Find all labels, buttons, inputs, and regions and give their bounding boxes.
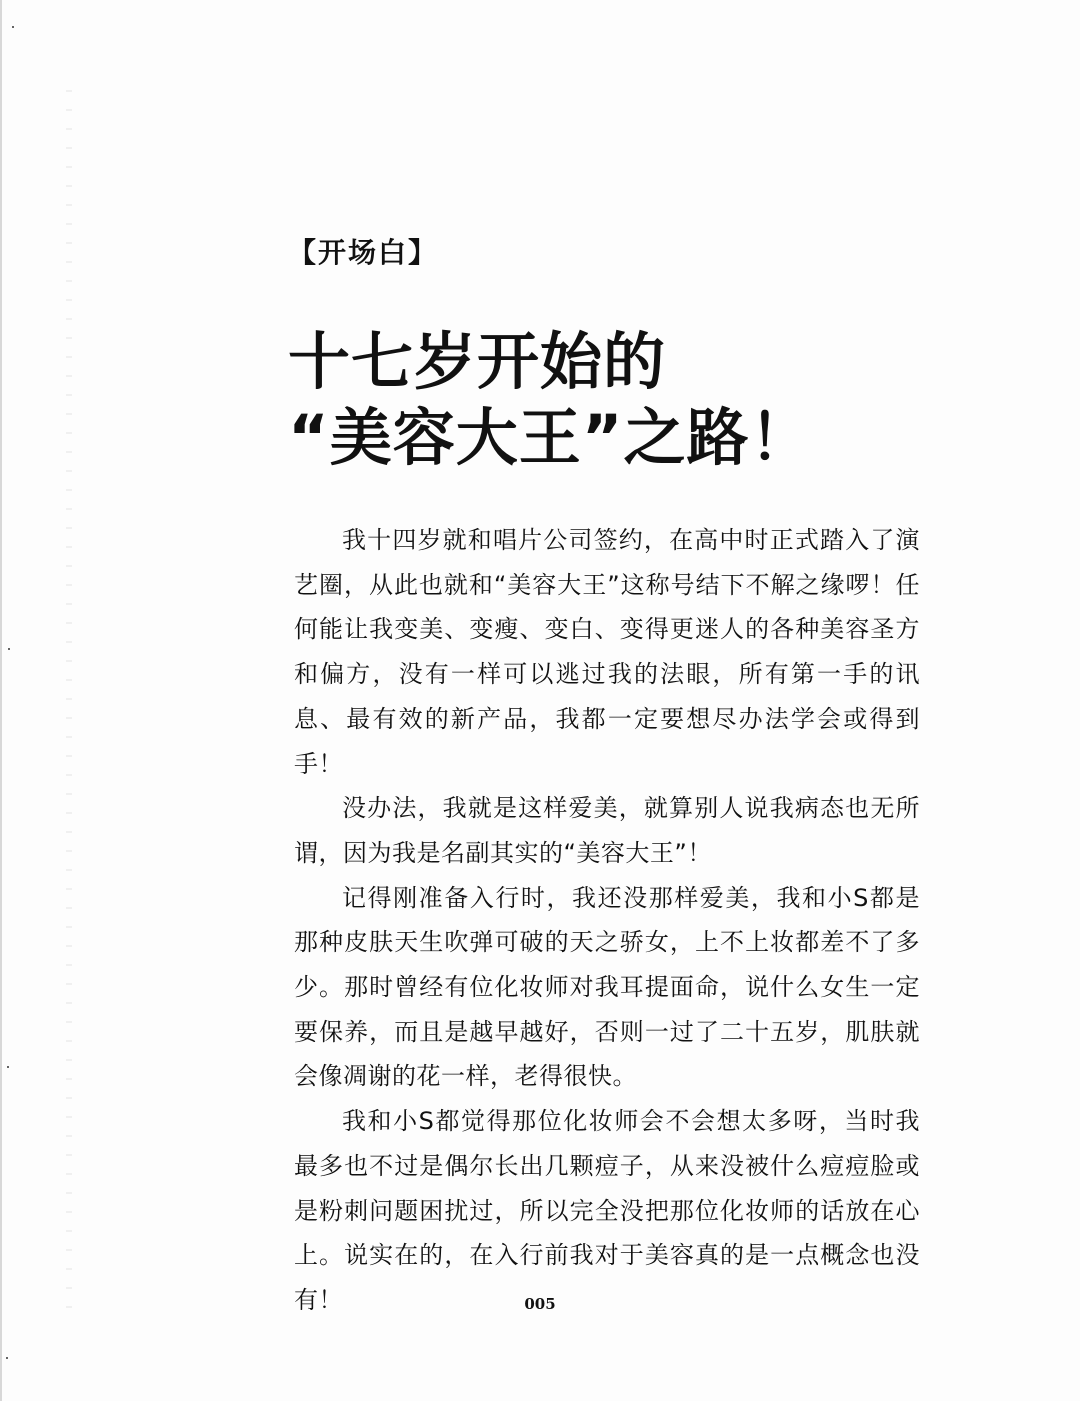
chapter-title: [288, 324, 888, 476]
scan-speck: [8, 648, 10, 650]
chapter-title-line: “美容大王”之路！: [288, 400, 813, 474]
chapter-title-line: 十七岁开始的: [288, 324, 667, 398]
paragraph: 我十四岁就和唱片公司签约，在高中时正式踏入了演艺圈，从此也就和“美容大王”这称号结下不解之缘啰！任何能让我变美、变瘦、变白、变得更迷人的各种美容圣方和偏方，没有一样可以逃过我的法眼，所有第一手的讯息、最有效的新产品，我都一定要想尽办法学会或得到手！: [294, 526, 920, 778]
scan-speck: [12, 26, 14, 28]
scan-speck: [7, 1066, 9, 1068]
scan-margin-noise: [66, 90, 72, 1310]
paragraph: 没办法，我就是这样爱美，就算别人说我病态也无所谓，因为我是名副其实的“美容大王”！: [294, 794, 920, 867]
body-text: [294, 518, 920, 1323]
paragraph: 我和小S都觉得那位化妆师会不会想太多呀，当时我最多也不过是偶尔长出几颗痘子，从来没被什么痘痘脸或是粉刺问题困扰过，所以完全没把那位化妆师的话放在心上。说实在的，在入行前我对于美容真的是一点概念也没有！: [294, 1107, 920, 1314]
page-edge: [0, 0, 2, 1401]
section-label: 【开场白】: [288, 236, 439, 269]
scan-speck: [6, 1357, 8, 1359]
page-number: 005: [524, 1295, 556, 1313]
paragraph: 记得刚准备入行时，我还没那样爱美，我和小S都是那种皮肤天生吹弹可破的天之骄女，上不上妆都差不了多少。那时曾经有位化妆师对我耳提面命，说什么女生一定要保养，而且是越早越好，否则一过了二十五岁，肌肤就会像凋谢的花一样，老得很快。: [294, 883, 920, 1091]
